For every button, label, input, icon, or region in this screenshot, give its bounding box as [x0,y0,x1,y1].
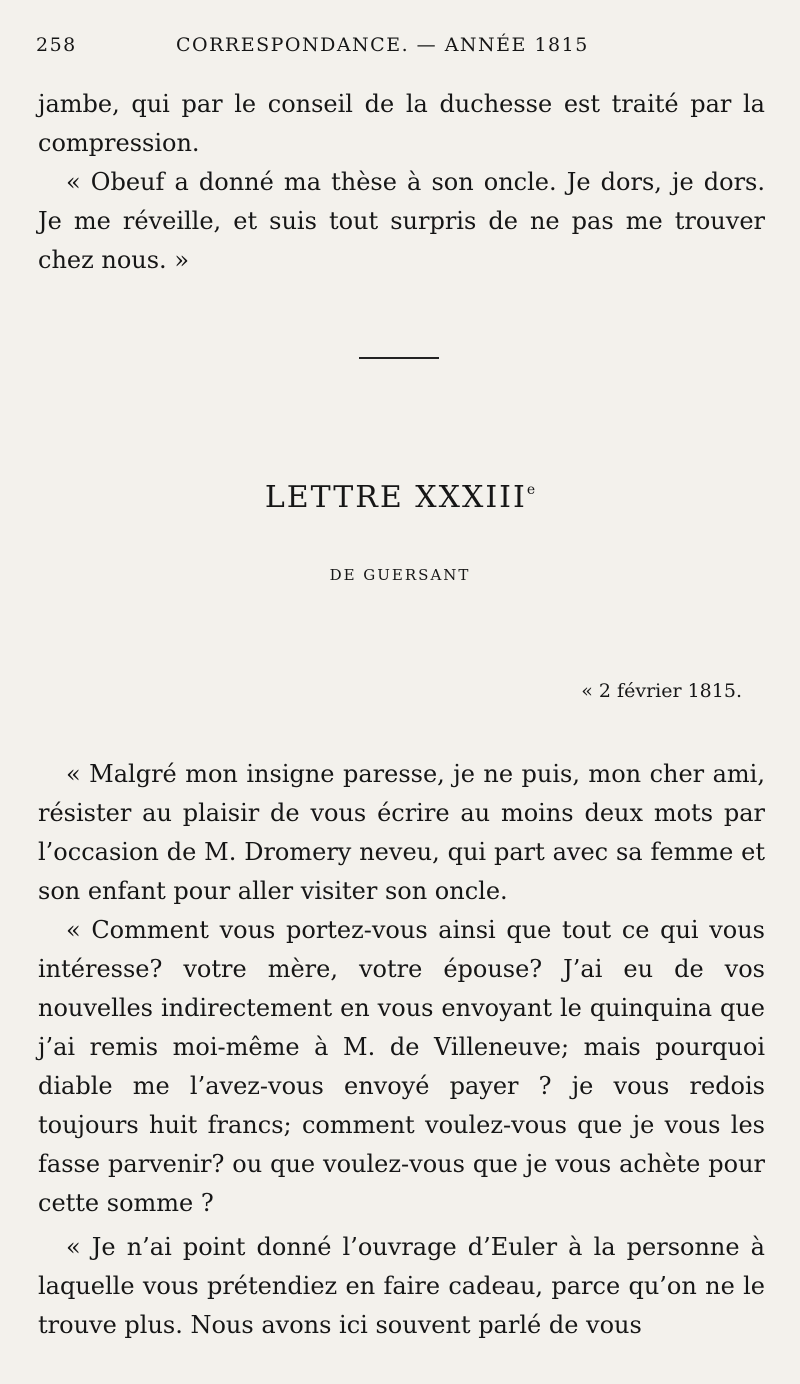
paragraph-body: « Je n’ai point donné l’ouvrage d’Euler à la personne à laquelle vous prétendiez en faire cadeau, parce qu’on ne le trouve plus. Nous avons ici souvent parlé de vous [38,1233,765,1339]
section-divider [359,357,439,359]
paragraph-body: « Malgré mon insigne paresse, je ne puis, mon cher ami, résister au plaisir de vous écrire au moins deux mots par l’occasion de M. Dromery neveu, qui part avec sa femme et son enfant pour aller visiter son oncle. [38,760,765,905]
letter-title [0,480,800,515]
paragraph-quote: « Obeuf a donné ma thèse à son oncle. Je dors, je dors. Je me réveille, et suis tout surpris de ne pas me trouver chez nous. » [38,168,765,274]
paragraph-continuation: jambe, qui par le conseil de la duchesse est traité par la compression. [38,90,765,157]
letter-title-text: LETTRE XXXIII [264,480,527,515]
running-title: CORRESPONDANCE. — ANNÉE 1815 [176,34,589,56]
letter-date: « 2 février 1815. [581,680,742,702]
paragraph-body: « Comment vous portez-vous ainsi que tout ce qui vous intéresse? votre mère, votre épouse? J’ai eu de vos nouvelles indirectement en vous envoyant le quinquina que j’ai remis moi-même à M. de Villeneuve; mais pourquoi diable me l’avez-vous envoyé payer ? je vous redois toujours huit francs; comment voulez-vous que je vous les fasse parvenir? ou que voulez-vous que je vous achète pour cette somme ? [38,916,765,1217]
page-number: 258 [36,34,77,56]
letter-title-suffix: e [526,482,536,498]
page-header [36,34,766,64]
letter-author: DE GUERSANT [329,566,471,584]
